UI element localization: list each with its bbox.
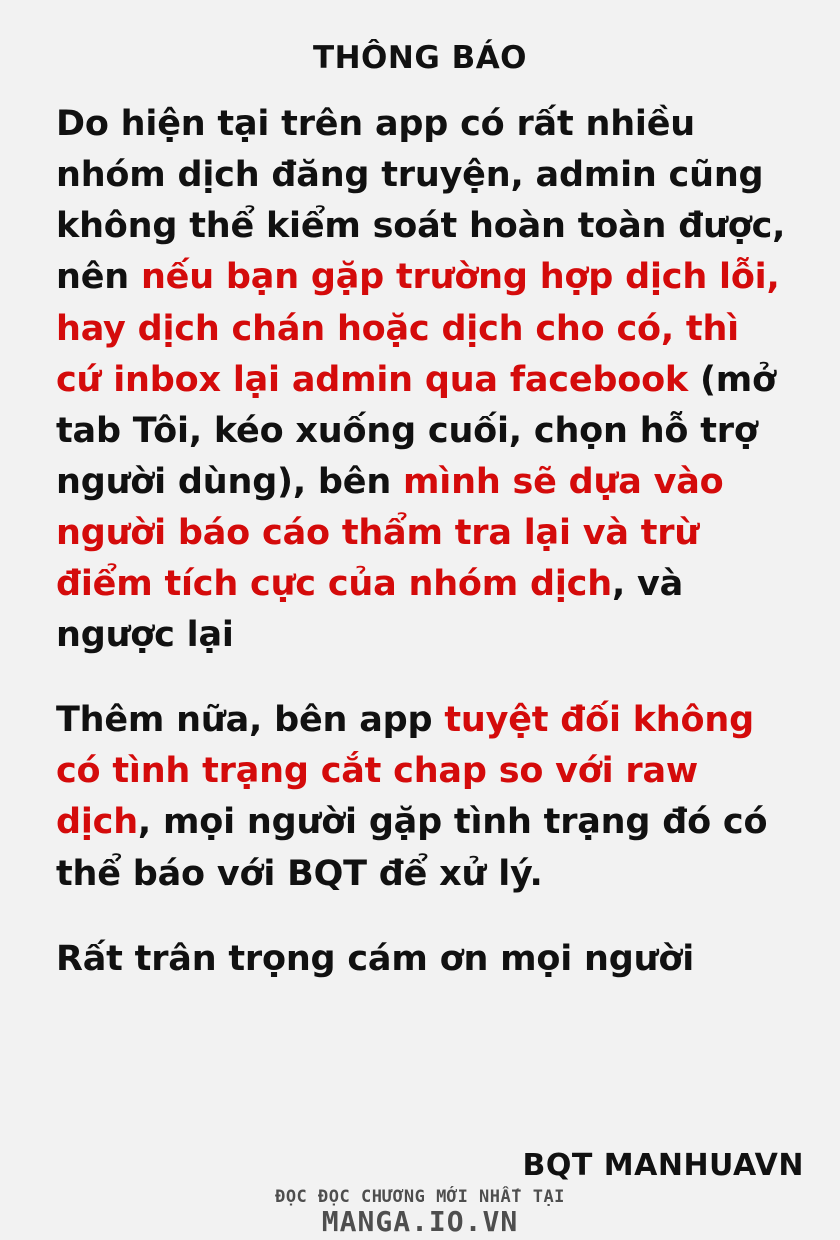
paragraph-2-part-1: Thêm nữa, bên app	[56, 700, 445, 741]
paragraph-1	[56, 99, 792, 661]
watermark	[0, 1189, 840, 1236]
paragraph-3-text: Rất trân trọng cám ơn mọi người	[56, 938, 694, 979]
paragraph-2-part-2: , mọi người gặp tình trạng đó có thể báo với BQT để xử lý.	[56, 802, 768, 894]
paragraph-1-part-2: (mở tab Tôi, kéo xuống cuối, chọn hỗ trợ người dùng), bên	[56, 359, 776, 502]
paragraph-3	[56, 934, 792, 985]
paragraph-2	[56, 695, 792, 899]
paragraph-1-highlight-2: mình sẽ dựa vào người báo cáo thẩm tra lại và trừ điểm tích cực của nhóm dịch	[56, 461, 724, 605]
paragraph-1-part-3: , và ngược lại	[56, 564, 684, 656]
watermark-line-2: MANGA.IO.VN	[321, 1205, 519, 1238]
paragraph-1-part-1: Do hiện tại trên app có rất nhiều nhóm dịch đăng truyện, admin cũng không thể kiểm soát hoàn toàn được, nên	[56, 104, 786, 298]
paragraph-1-highlight-1: nếu bạn gặp trường hợp dịch lỗi, hay dịch chán hoặc dịch cho có, thì cứ inbox lại admin qua facebook	[56, 257, 780, 400]
paragraph-2-highlight-1: tuyệt đối không có tình trạng cắt chap so với raw dịch	[56, 700, 754, 843]
notice-body	[0, 77, 840, 985]
watermark-line-1: ĐỌC ĐỌC CHƯƠNG MỚI NHẤT TẠI	[275, 1187, 565, 1207]
signature: BQT MANHUAVN	[522, 1148, 804, 1183]
page-title: THÔNG BÁO	[312, 40, 528, 76]
